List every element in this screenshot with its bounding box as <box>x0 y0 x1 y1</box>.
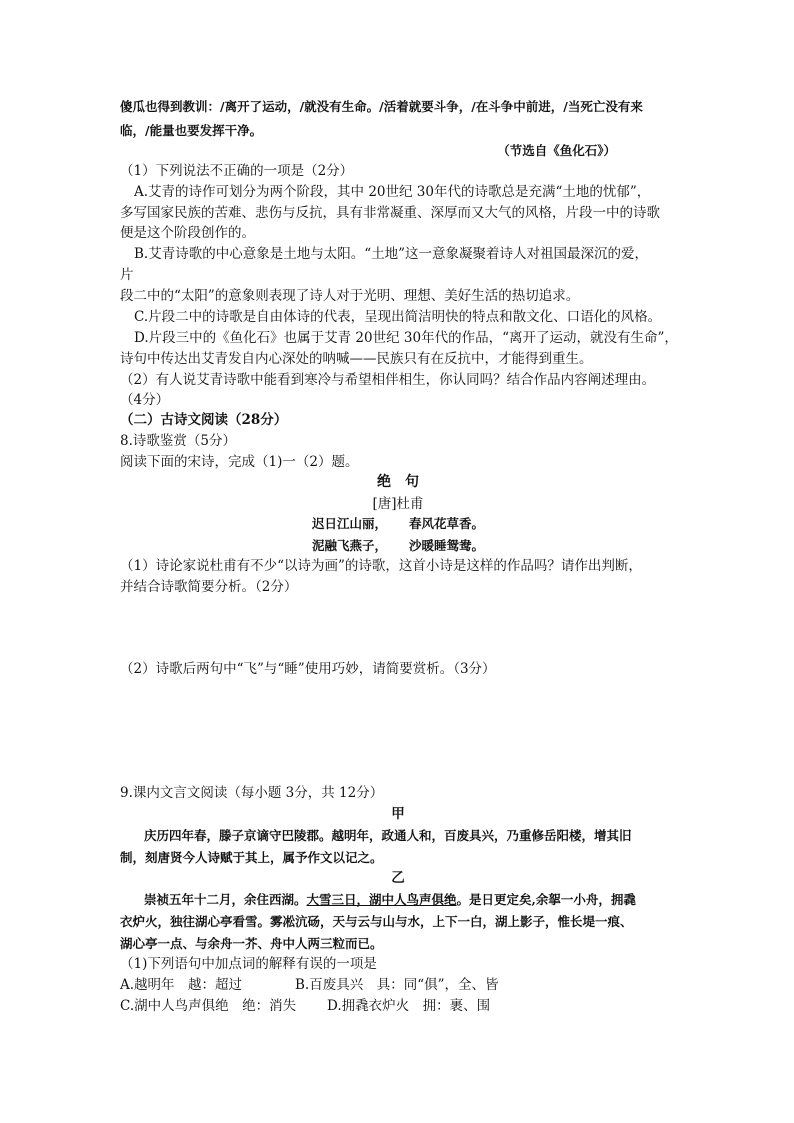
q9-1-options-row-1 <box>120 974 700 996</box>
q7-1-option-a-line-3: 便是这个阶段创作的。 <box>120 225 255 241</box>
q7-1-option-a-line-2: 多写国家民族的苦难、悲伤与反抗，具有非常凝重、深厚而又大气的风格，片段一中的诗歌 <box>120 205 660 221</box>
poem-excerpt-line-1: 傻瓜也得到教训：/离开了运动，/就没有生命。/活着就要斗争，/在斗争中前进，/当死亡没有来 <box>120 99 643 114</box>
q8-1-line-2: 并结合诗歌简要分析。（2分） <box>120 579 298 595</box>
q9-title: 9.课内文言文阅读（每小题 3分，共 12分） <box>120 785 384 801</box>
q7-1-stem: （1）下列说法不正确的一项是（2分） <box>120 163 354 179</box>
q9-1-option-d: D.拥毳衣炉火 拥：裹、围 <box>327 998 491 1014</box>
q7-1-option-d-line-1: D.片段三中的《鱼化石》也属于艾青 20世纪 30年代的作品，“离开了运动，就没有生命”， <box>134 330 678 346</box>
q8-1-line-1: （1）诗论家说杜甫有不少“以诗为画”的诗歌，这首小诗是这样的作品吗？请作出判断， <box>120 558 642 574</box>
q9-1-option-c: C.湖中人鸟声俱绝 绝：消失 <box>120 998 297 1014</box>
poem-line-1b: 春风花草香。 <box>409 516 485 531</box>
q8-intro: 阅读下面的宋诗，完成（1)一（2）题。 <box>120 454 359 470</box>
poem-excerpt-line-2: 临，/能量也要发挥干净。 <box>120 123 263 138</box>
q9-yi-line-1-pre: 崇祯五年十二月，余住西湖。 <box>144 892 307 907</box>
q9-1-option-b: B.百废具兴 具：同“俱”，全、皆 <box>295 977 499 993</box>
q9-jia-label: 甲 <box>391 806 405 822</box>
q8-2-line-1: （2）诗歌后两句中“飞”与“睡”使用巧妙，请简要赏析。（3分） <box>120 661 496 677</box>
poem-author: [唐]杜甫 <box>372 496 424 512</box>
poem-title: 绝 句 <box>377 474 419 490</box>
q9-jia-line-1: 庆历四年春，滕子京谪守巴陵郡。越明年，政通人和，百废具兴，乃重修岳阳楼，增其旧 <box>144 828 632 843</box>
q9-1-option-a: A.越明年 越：超过 <box>120 977 243 993</box>
poem-source: （节选自《鱼化石》） <box>497 143 616 158</box>
section-2-heading: （二）古诗文阅读（28分） <box>120 412 288 428</box>
q7-2-line-1: （2）有人说艾青诗歌中能看到寒冷与希望相伴相生，你认同吗？结合作品内容阐述理由。 <box>120 372 656 388</box>
q7-1-option-c: C.片段二中的诗歌是自由体诗的代表，呈现出简洁明快的特点和散文化、口语化的风格。 <box>134 309 662 325</box>
q9-yi-underlined-sentence: 大雪三日，湖中人鸟声俱绝 <box>306 892 457 907</box>
q7-1-option-b-line-2: 片 <box>120 267 134 283</box>
poem-line-2a: 泥融飞燕子， <box>311 538 387 553</box>
q9-yi-line-3: 湖心亭一点、与余舟一芥、舟中人两三粒而已。 <box>120 936 383 951</box>
q9-yi-line-1 <box>120 889 724 911</box>
q7-1-option-a-line-1: A.艾青的诗作可划分为两个阶段，其中 20世纪 30年代的诗歌总是充满“土地的忧郁”， <box>134 184 651 200</box>
poem-line-1 <box>120 513 676 535</box>
q9-yi-line-2: 衣炉火，独往湖心亭看雪。雾凇沆砀，天与云与山与水，上下一白，湖上影子，惟长堤一痕、 <box>120 914 633 929</box>
q9-yi-line-1-post: 。是日更定矣,余挐一小舟，拥毳 <box>456 892 636 907</box>
q9-1-stem: （1)下列语句中加点词的解释有误的一项是 <box>120 956 377 972</box>
q7-2-line-2: （4分） <box>120 392 170 408</box>
q7-1-option-b-line-1: B.艾青诗歌的中心意象是土地与太阳。“土地”这一意象凝聚着诗人对祖国最深沉的爱， <box>134 246 649 262</box>
poem-line-2 <box>120 535 676 557</box>
q8-title: 8.诗歌鉴赏（5分） <box>120 433 236 449</box>
q9-1-options-row-2 <box>120 995 700 1017</box>
q9-yi-label: 乙 <box>391 870 405 886</box>
poem-line-2b: 沙暖睡鸳鸯。 <box>409 538 485 553</box>
poem-line-1a: 迟日江山丽， <box>311 516 387 531</box>
q9-jia-line-2: 制，刻唐贤今人诗赋于其上，属予作文以记之。 <box>120 850 383 865</box>
q7-1-option-d-line-2: 诗句中传达出艾青发自内心深处的呐喊——民族只有在反抗中，才能得到重生。 <box>120 351 593 367</box>
q7-1-option-b-line-3: 段二中的“太阳”的意象则表现了诗人对于光明、理想、美好生活的热切追求。 <box>120 288 580 304</box>
